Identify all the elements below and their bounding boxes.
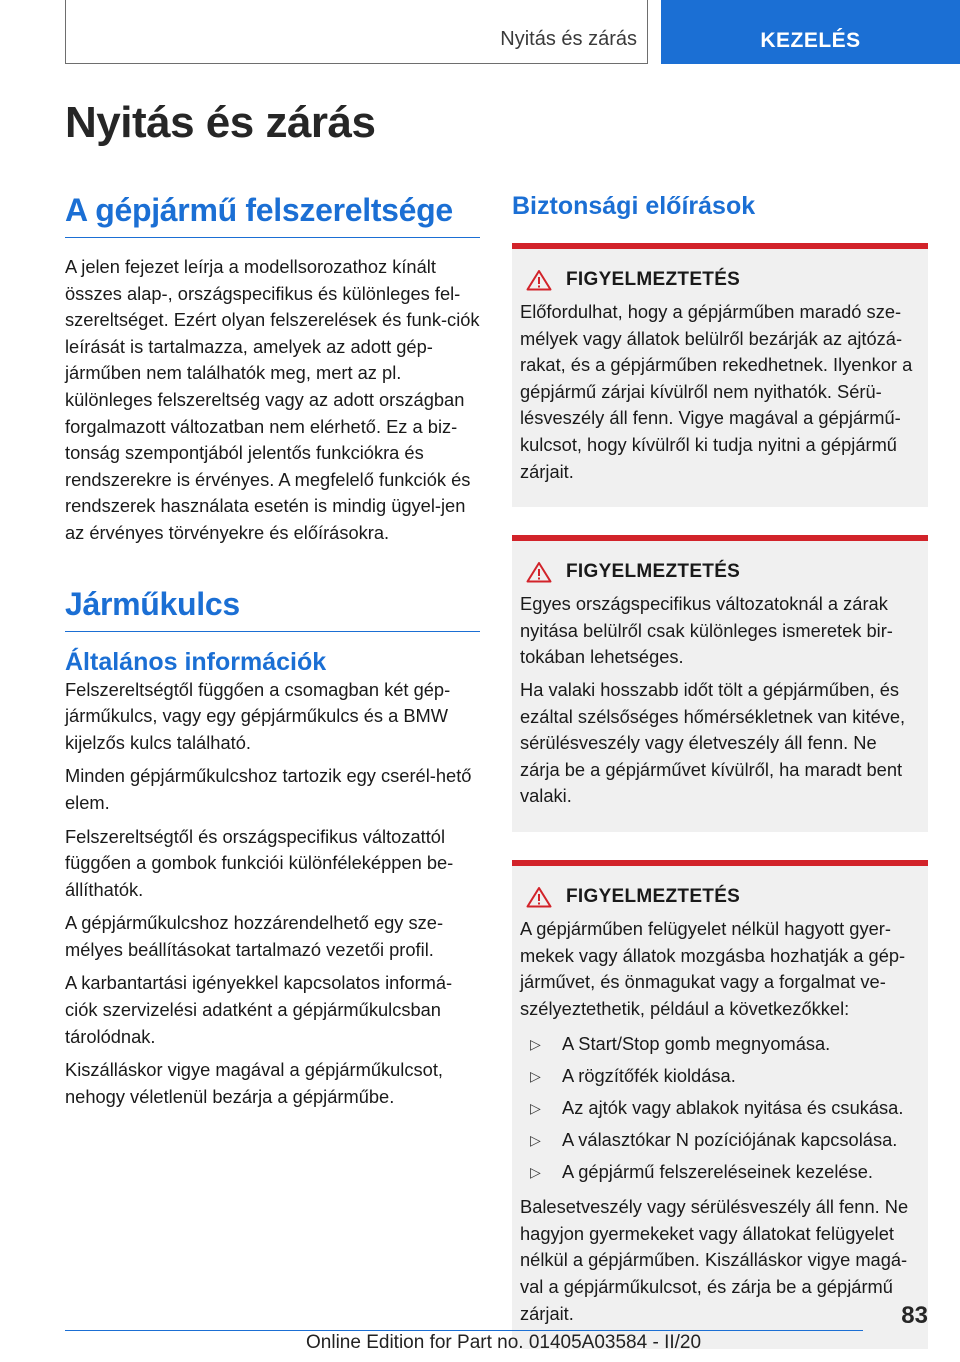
warning-box	[512, 243, 928, 507]
page-number: 83	[901, 1302, 928, 1329]
hazard-list	[520, 1028, 918, 1188]
triangle-bullet-icon: ▷	[530, 1164, 541, 1181]
key-paragraph: Kiszálláskor vigye magával a gépjárműkulcsot, nehogy véletlenül bezárja a gépjárműbe.	[65, 1059, 443, 1107]
warning-text: Előfordulhat, hogy a gépjárműben maradó sze-mélyek vagy állatok belülről bezárják az ajtózá-rakat, és a gépjárműben rekedhetnek. Ilyenkor a gépjármű zárjai kívülről nem nyithatók. Sérü-lésveszély áll fenn. Vigye magával a gépjármű-kulcsot, hogy kívülről ki tudja nyitni a gépjármű zárjait.	[520, 301, 913, 482]
right-column	[512, 192, 928, 1349]
key-paragraph: Minden gépjárműkulcshoz tartozik egy cserél-hető elem.	[65, 765, 472, 813]
page-title: Nyitás és zárás	[65, 98, 376, 147]
warning-box	[512, 860, 928, 1349]
list-item: ▷ A gépjármű felszereléseinek kezelése.	[520, 1156, 918, 1188]
warning-title: FIGYELMEZTETÉS	[566, 885, 741, 907]
list-item: ▷ Az ajtók vagy ablakok nyitása és csukása.	[520, 1092, 918, 1124]
triangle-bullet-icon: ▷	[530, 1068, 541, 1085]
left-column	[65, 192, 480, 1117]
key-paragraph: A karbantartási igényekkel kapcsolatos informá-ciók szervizelési adatként a gépjárműkulcsban tárolódnak.	[65, 972, 453, 1047]
warning-title: FIGYELMEZTETÉS	[566, 269, 741, 290]
safety-heading: Biztonsági előírások	[512, 192, 756, 220]
key-paragraph: Felszereltségtől függően a csomagban két gép-járműkulcs, vagy egy gépjárműkulcs és a BMW kijelzős kulcs található.	[65, 678, 451, 753]
warning-text: Balesetveszély vagy sérülésveszély áll fenn. Ne hagyjon gyermekeket vagy állatokat felügyelet nélkül a gépjárműben. Kiszálláskor vigye magá-val a gépjárműkulcsot, és zárja be a gépjármű zárjait.	[520, 1196, 909, 1324]
key-heading: Járműkulcs	[65, 586, 480, 632]
header-section-title: Nyitás és zárás	[500, 28, 637, 50]
triangle-bullet-icon: ▷	[530, 1100, 541, 1117]
key-paragraph: A gépjárműkulcshoz hozzárendelhető egy sze-mélyes beállításokat tartalmazó vezetői profil.	[65, 912, 444, 960]
list-item: ▷ A Start/Stop gomb megnyomása.	[520, 1028, 918, 1060]
equipment-heading: A gépjármű felszereltsége	[65, 192, 480, 238]
footer-divider	[65, 1330, 863, 1331]
equipment-paragraph: A jelen fejezet leírja a modellsorozathoz kínált összes alap-, országspecifikus és különleges fel-szereltséget. Ezért olyan felszerelések és funk-ciók leírását is tartalmazza, amelyek az adott gép-járműben nem találhatók meg, mert az pl. különleges felszereltség vagy az adott országban forgalmazott változatban nem elérhető. Ez a biz-tonság szempontjából jelentős funkciókra és rendszerekre is érvényes. A megfelelő funkciók és rendszerek használata esetén is mindig ügyel-jen az érvényes törvényekre és előírásokra.	[65, 256, 480, 543]
warning-box	[512, 535, 928, 832]
triangle-bullet-icon: ▷	[530, 1036, 541, 1053]
warning-triangle-icon	[526, 561, 552, 583]
warning-text: Egyes országspecifikus változatoknál a zárak nyitása belülről csak különleges ismeretek bir-tokában lehetséges.	[520, 593, 893, 668]
warning-triangle-icon	[526, 886, 552, 908]
warning-title: FIGYELMEZTETÉS	[566, 561, 741, 583]
warning-triangle-icon	[526, 269, 552, 291]
key-paragraph: Felszereltségtől és országspecifikus változattól függően a gombok funkciói különféleképpen be-állíthatók.	[65, 825, 454, 900]
edition-text: Online Edition for Part no. 01405A03584 - II/20	[306, 1332, 702, 1353]
warning-text: A gépjárműben felügyelet nélkül hagyott gyer-mekek vagy állatok mozgásba hozhatják a gép-járművet, és önmagukat vagy a forgalmat ve-szélyeztethetik, például a következőkkel:	[520, 917, 906, 1019]
list-item: ▷ A rögzítőfék kioldása.	[520, 1060, 918, 1092]
general-info-subheading: Általános információk	[65, 647, 327, 676]
header-chapter-tab: KEZELÉS	[661, 0, 960, 64]
warning-text: Ha valaki hosszabb időt tölt a gépjárműben, és ezáltal szélsőséges hőmérsékletnek van kitéve, sérülésveszély vagy életveszély áll fenn. Ne zárja be a gépjárművet kívülről, ha maradt bent valaki.	[520, 678, 906, 807]
triangle-bullet-icon: ▷	[530, 1132, 541, 1149]
list-item: ▷ A választókar N pozíciójának kapcsolása.	[520, 1124, 918, 1156]
